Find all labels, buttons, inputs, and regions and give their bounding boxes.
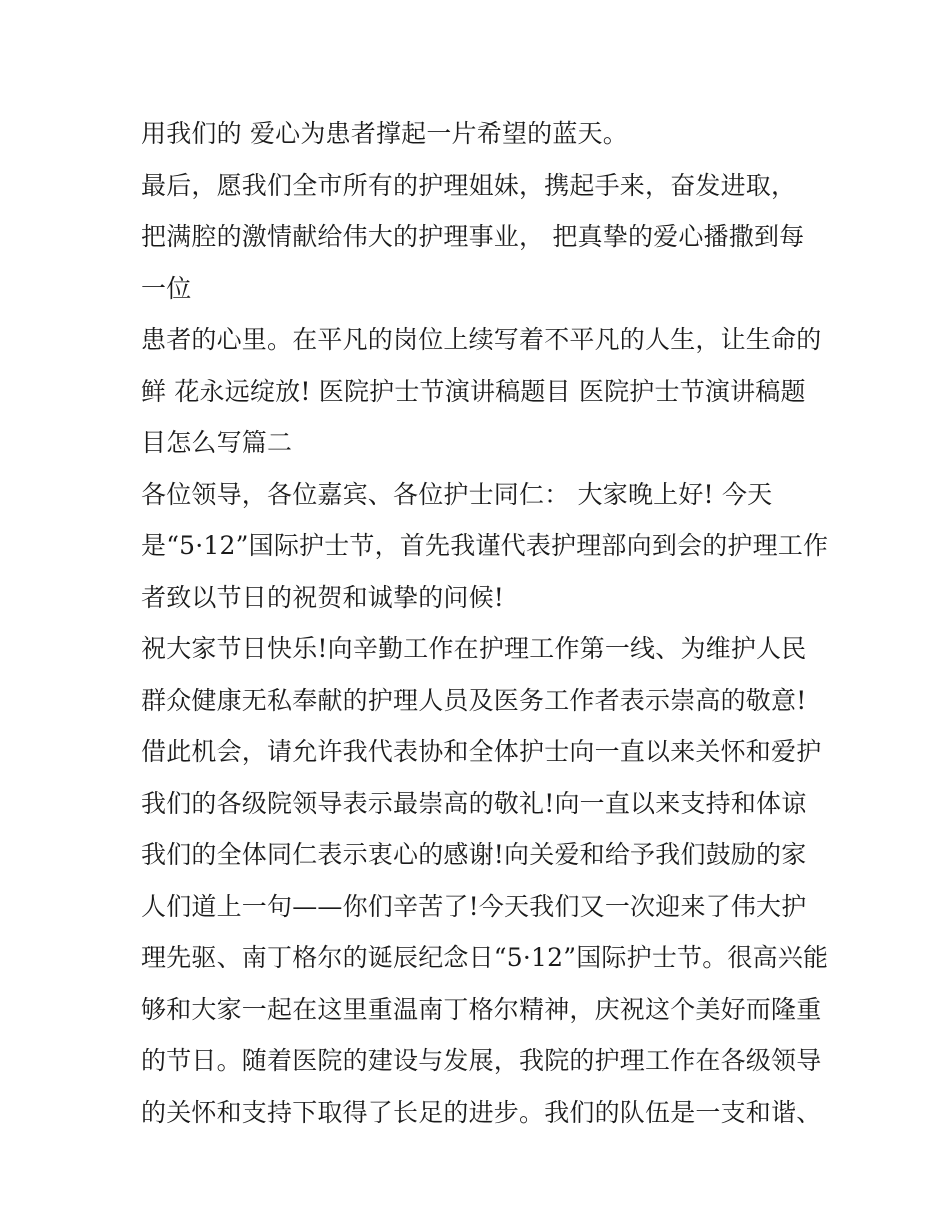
text-line: 的关怀和支持下取得了长足的进步。我们的队伍是一支和谐、 [141,1097,822,1127]
text-line: 鲜 花永远绽放! 医院护士节演讲稿题目 医院护士节演讲稿题 [141,376,806,406]
text-line: 目怎么写篇二 [141,428,293,457]
body-text [141,108,841,1138]
text-line: 理先驱、南丁格尔的诞辰纪念日“5·12”国际护士节。很高兴能 [141,943,829,972]
text-line: 一位 [141,273,192,303]
text-line: 我们的全体同仁表示衷心的感谢!向关爱和给予我们鼓励的家 [141,840,807,869]
text-line: 祝大家节日快乐!向辛勤工作在护理工作第一线、为维护人民 [141,634,807,663]
text-line: 人们道上一句——你们辛苦了!今天我们又一次迎来了伟大护 [141,891,807,921]
text-line: 患者的心里。在平凡的岗位上续写着不平凡的人生，让生命的 [141,325,822,354]
text-line: 把满腔的激情献给伟大的护理事业， 把真挚的爱心播撒到每 [141,222,805,251]
text-line: 用我们的 爱心为患者撑起一片希望的蓝天。 [141,119,628,148]
text-line: 是“5·12”国际护士节，首先我谨代表护理部向到会的护理工作 [141,531,829,560]
text-line: 各位领导，各位嘉宾、各位护士同仁： 大家晚上好! 今天 [141,479,773,509]
text-line: 群众健康无私奉献的护理人员及医务工作者表示崇高的敬意! [141,685,807,715]
text-line: 够和大家一起在这里重温南丁格尔精神，庆祝这个美好而隆重 [141,994,822,1024]
text-line: 我们的各级院领导表示最崇高的敬礼!向一直以来支持和体谅 [141,788,807,818]
text-line: 的节日。随着医院的建设与发展，我院的护理工作在各级领导 [141,1046,822,1075]
text-line: 借此机会，请允许我代表协和全体护士向一直以来关怀和爱护 [141,737,822,766]
text-line: 最后，愿我们全市所有的护理姐妹，携起手来，奋发进取， [141,170,797,200]
text-line: 者致以节日的祝贺和诚挚的问候! [141,582,505,612]
